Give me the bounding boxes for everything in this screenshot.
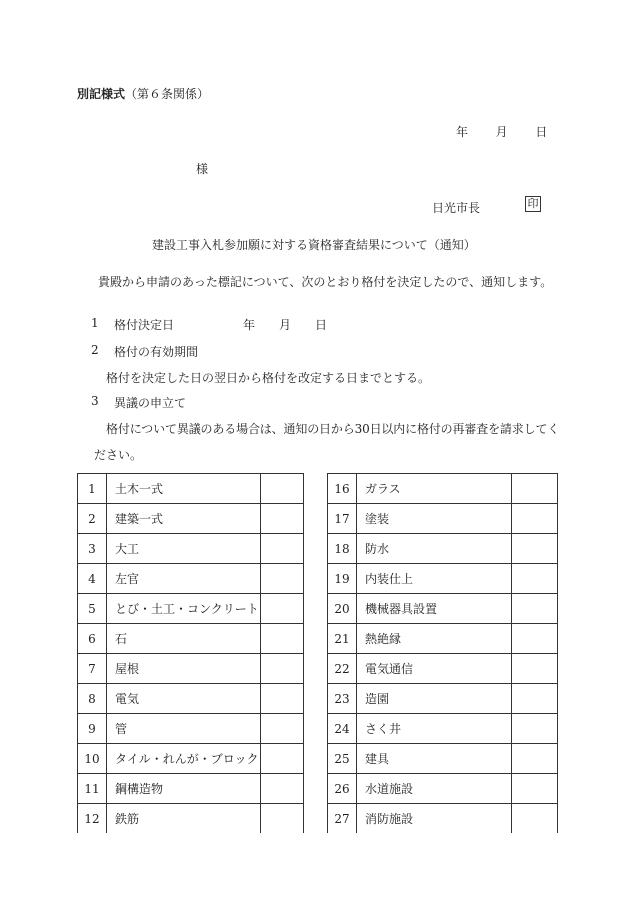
table-row <box>78 624 304 654</box>
item-2-number: 2 <box>91 343 99 357</box>
row-number: 10 <box>78 744 107 774</box>
grade-cell <box>261 504 304 534</box>
work-type-name: 内装仕上 <box>357 564 512 594</box>
table-row <box>328 774 558 804</box>
table-row <box>78 534 304 564</box>
date-month-label: 月 <box>495 125 508 139</box>
row-number: 18 <box>328 534 357 564</box>
issuer-name: 日光市長 <box>432 201 481 215</box>
work-type-name: 建具 <box>357 744 512 774</box>
grade-cell <box>261 744 304 774</box>
row-number: 23 <box>328 684 357 714</box>
document-title: 建設工事入札参加願に対する資格審査結果について（通知） <box>152 238 476 252</box>
work-type-name: 電気通信 <box>357 654 512 684</box>
table-row <box>78 564 304 594</box>
row-number: 4 <box>78 564 107 594</box>
table-row <box>78 684 304 714</box>
item-3-body-line2: ださい。 <box>94 448 143 462</box>
work-type-name: 水道施設 <box>357 774 512 804</box>
grade-cell <box>512 714 558 744</box>
date-year-label: 年 <box>456 125 469 139</box>
item-2-body: 格付を決定した日の翌日から格付を改定する日までとする。 <box>106 371 431 385</box>
classification-table-left <box>77 473 304 834</box>
work-type-name: 大工 <box>107 534 261 564</box>
table-row <box>78 594 304 624</box>
item-1-label: 格付決定日 <box>114 318 175 332</box>
table-row <box>328 564 558 594</box>
addressee-suffix: 様 <box>196 162 209 176</box>
table-row <box>78 714 304 744</box>
table-row <box>328 474 558 504</box>
work-type-name: 鋼構造物 <box>107 774 261 804</box>
work-type-name: 電気 <box>107 684 261 714</box>
grade-cell <box>512 504 558 534</box>
table-row <box>78 654 304 684</box>
work-type-name: 防水 <box>357 534 512 564</box>
grade-cell <box>261 534 304 564</box>
grade-cell <box>512 594 558 624</box>
grade-cell <box>512 744 558 774</box>
row-number: 5 <box>78 594 107 624</box>
table-row <box>328 744 558 774</box>
grade-cell <box>261 624 304 654</box>
work-type-name: 屋根 <box>107 654 261 684</box>
row-number: 19 <box>328 564 357 594</box>
item-2-label: 格付の有効期間 <box>114 345 199 359</box>
table-row <box>78 774 304 804</box>
grade-cell <box>512 654 558 684</box>
work-type-name: 造園 <box>357 684 512 714</box>
row-number: 17 <box>328 504 357 534</box>
row-number: 2 <box>78 504 107 534</box>
work-type-name: 管 <box>107 714 261 744</box>
grade-cell <box>512 684 558 714</box>
grade-cell <box>512 534 558 564</box>
work-type-name: ガラス <box>357 474 512 504</box>
grade-cell <box>512 804 558 834</box>
grade-cell <box>512 624 558 654</box>
item-1-date-year: 年 <box>243 318 256 332</box>
item-3-number: 3 <box>91 394 99 408</box>
form-title-article: （第６条関係） <box>125 87 210 101</box>
form-title-main: 別記様式 <box>77 87 126 101</box>
item-1-date-day: 日 <box>315 318 328 332</box>
row-number: 20 <box>328 594 357 624</box>
form-title <box>77 85 209 102</box>
grade-cell <box>261 774 304 804</box>
table-row <box>78 804 304 834</box>
row-number: 9 <box>78 714 107 744</box>
row-number: 7 <box>78 654 107 684</box>
row-number: 8 <box>78 684 107 714</box>
row-number: 26 <box>328 774 357 804</box>
table-row <box>328 504 558 534</box>
work-type-name: 左官 <box>107 564 261 594</box>
work-type-name: 建築一式 <box>107 504 261 534</box>
work-type-name: 消防施設 <box>357 804 512 834</box>
row-number: 6 <box>78 624 107 654</box>
work-type-name: 熱絶縁 <box>357 624 512 654</box>
table-row <box>78 504 304 534</box>
table-row <box>328 684 558 714</box>
table-row <box>328 654 558 684</box>
work-type-name: 石 <box>107 624 261 654</box>
row-number: 12 <box>78 804 107 834</box>
grade-cell <box>261 804 304 834</box>
table-row <box>328 594 558 624</box>
work-type-name: 塗装 <box>357 504 512 534</box>
row-number: 1 <box>78 474 107 504</box>
grade-cell <box>261 474 304 504</box>
grade-cell <box>512 774 558 804</box>
seal-mark: 印 <box>525 196 541 212</box>
row-number: 24 <box>328 714 357 744</box>
table-row <box>328 624 558 654</box>
grade-cell <box>512 474 558 504</box>
table-row <box>328 714 558 744</box>
intro-paragraph: 貴殿から申請のあった標記について、次のとおり格付を決定したので、通知します。 <box>98 275 553 289</box>
work-type-name: 土木一式 <box>107 474 261 504</box>
work-type-name: 鉄筋 <box>107 804 261 834</box>
grade-cell <box>261 714 304 744</box>
item-1-number: 1 <box>91 316 99 330</box>
grade-cell <box>261 564 304 594</box>
row-number: 22 <box>328 654 357 684</box>
row-number: 3 <box>78 534 107 564</box>
item-3-body-line1: 格付について異議のある場合は、通知の日から30日以内に格付の再審査を請求してく <box>106 422 560 436</box>
table-row <box>328 534 558 564</box>
work-type-name: とび・土工・コンクリート <box>107 594 261 624</box>
table-row <box>78 744 304 774</box>
row-number: 16 <box>328 474 357 504</box>
table-row <box>328 804 558 834</box>
table-row <box>78 474 304 504</box>
date-day-label: 日 <box>535 125 548 139</box>
item-3-label: 異議の申立て <box>114 396 187 410</box>
row-number: 11 <box>78 774 107 804</box>
issue-date <box>456 123 547 140</box>
classification-table-right <box>327 473 558 834</box>
work-type-name: さく井 <box>357 714 512 744</box>
row-number: 25 <box>328 744 357 774</box>
grade-cell <box>261 594 304 624</box>
work-type-name: 機械器具設置 <box>357 594 512 624</box>
grade-cell <box>261 654 304 684</box>
row-number: 21 <box>328 624 357 654</box>
item-1-date-month: 月 <box>279 318 292 332</box>
work-type-name: タイル・れんが・ブロック <box>107 744 261 774</box>
grade-cell <box>512 564 558 594</box>
grade-cell <box>261 684 304 714</box>
row-number: 27 <box>328 804 357 834</box>
